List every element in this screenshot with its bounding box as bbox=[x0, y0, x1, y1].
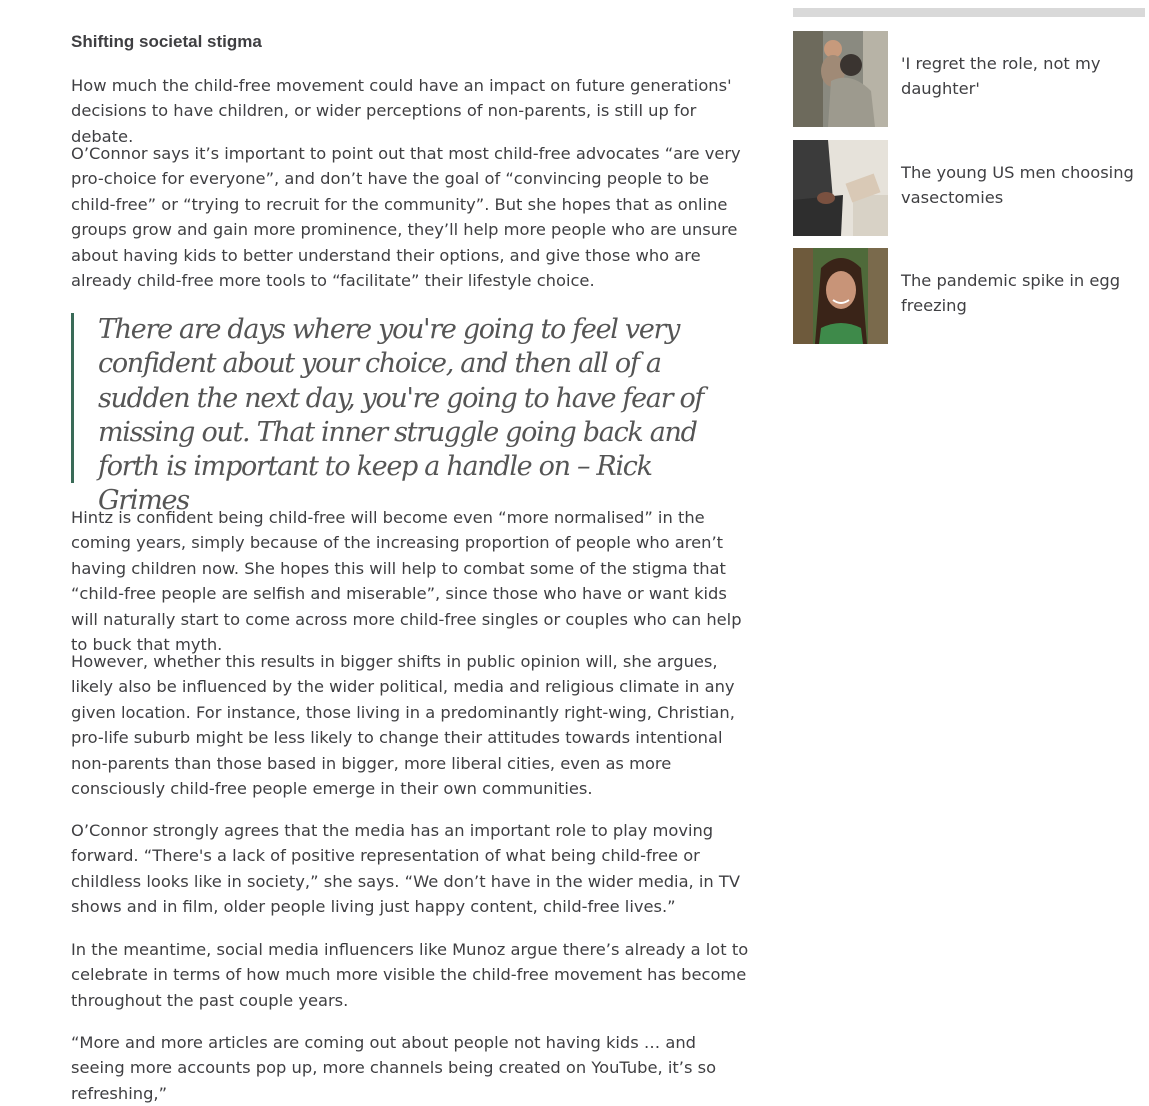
article-paragraph: O’Connor strongly agrees that the media has an important role to play moving forward. “There's a lack of positive representation of what being child-free or childless looks like in society,” she says. “We don’t have in the wider media, in TV shows and in film, older people living just happy content, child-free lives.” bbox=[71, 821, 741, 917]
related-story-link[interactable] bbox=[793, 248, 1145, 344]
pull-quote bbox=[71, 313, 731, 517]
article-paragraph: Hintz is confident being child-free will become even “more normalised” in the coming years, simply because of the increasing proportion of people who aren’t having children now. She hopes this will help to combat some of the stigma that “child-free people are selfish and miserable”, since those who have or want kids will naturally start to come across more child-free singles or couples who can help to buck that myth. bbox=[71, 508, 742, 655]
mother-hugging-child-thumbnail[interactable] bbox=[793, 31, 888, 127]
article-paragraph: “More and more articles are coming out about people not having kids … and seeing more accounts pop up, more channels being created on YouTube, it’s so refreshing,” bbox=[71, 1033, 717, 1103]
section-subheading: Shifting societal stigma bbox=[71, 32, 262, 51]
article-paragraph: O’Connor says it’s important to point out that most child-free advocates “are very pro-choice for everyone”, and don’t have the goal of “convincing people to be child-free” or “trying to recruit for the community”. But she hopes that as online groups grow and gain more prominence, they’ll help more people who are unsure about having kids to better understand their options, and give those who are already child-free more tools to “facilitate” their lifestyle choice. bbox=[71, 144, 741, 291]
smiling-woman-portrait-thumbnail[interactable] bbox=[793, 248, 888, 344]
man-seated-with-clipboard-thumbnail[interactable] bbox=[793, 140, 888, 236]
article-paragraph: How much the child-free movement could have an impact on future generations' decisions to have children, or wider perceptions of non-parents, is still up for debate. bbox=[71, 76, 732, 146]
related-story-title[interactable]: 'I regret the role, not my daughter' bbox=[901, 54, 1101, 98]
related-story-link[interactable] bbox=[793, 31, 1145, 127]
article-paragraph: In the meantime, social media influencers like Munoz argue there’s already a lot to celebrate in terms of how much more visible the child-free movement has become throughout the past couple years. bbox=[71, 940, 749, 1010]
article-paragraph: However, whether this results in bigger shifts in public opinion will, she argues, likely also be influenced by the wider political, media and religious climate in any given location. For instance, those living in a predominantly right-wing, Christian, pro-life suburb might be less likely to change their attitudes towards intentional non-parents than those based in bigger, more liberal cities, even as more consciously child-free people emerge in their own communities. bbox=[71, 652, 735, 799]
pull-quote-text: There are days where you're going to feel very confident about your choice, and then all of a sudden the next day, you're going to have fear of missing out. That inner struggle going back and forth is important to keep a handle on – Rick Grimes bbox=[98, 314, 704, 517]
sidebar-divider bbox=[793, 8, 1145, 17]
related-story-link[interactable] bbox=[793, 140, 1145, 236]
related-story-title[interactable]: The young US men choosing vasectomies bbox=[901, 163, 1134, 207]
related-story-title[interactable]: The pandemic spike in egg freezing bbox=[901, 271, 1121, 315]
